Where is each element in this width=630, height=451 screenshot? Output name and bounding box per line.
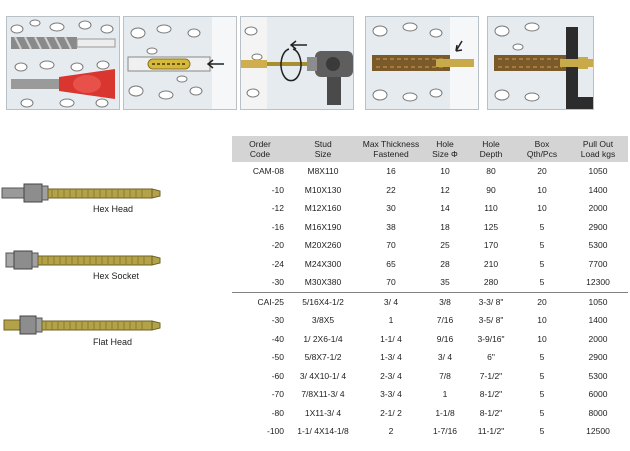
cell-max-thickness: 65 — [386, 258, 396, 269]
cell-order-code: -30 — [271, 277, 284, 288]
cell-order-code: -12 — [271, 203, 284, 214]
cell-order-code: -20 — [271, 240, 284, 251]
cell-stud-size: M10X130 — [304, 184, 342, 195]
header-order-code: Order Code — [232, 136, 288, 162]
hex-socket-label: Hex Socket — [93, 271, 140, 281]
cell-pull-out-load: 2900 — [588, 221, 608, 232]
cell-order-code: CAM-08 — [252, 166, 284, 177]
cell-stud-size: 1-1/ 4X14-1/8 — [297, 426, 349, 437]
cell-box-qty: 5 — [539, 426, 545, 437]
table-row — [232, 367, 628, 386]
cell-pull-out-load: 7700 — [588, 258, 608, 269]
table-row — [232, 292, 628, 311]
cell-hole-size: 7/8 — [439, 370, 451, 381]
header-max-thickness: Max Thickness Fastened — [358, 136, 424, 162]
cell-hole-size: 1 — [442, 389, 448, 400]
cell-hole-depth: 3-5/ 8" — [478, 315, 504, 326]
header-pull-out-load: Pull Out Load kgs — [568, 136, 628, 162]
cell-order-code: -10 — [271, 184, 284, 195]
cell-stud-size: 7/8X11-3/ 4 — [301, 389, 345, 400]
blow-pump-icon — [11, 69, 115, 99]
cell-order-code: -24 — [271, 258, 284, 269]
cell-max-thickness: 3-3/ 4 — [380, 389, 402, 400]
cell-order-code: -60 — [271, 370, 284, 381]
cell-hole-size: 12 — [440, 184, 450, 195]
cell-stud-size: 1/ 2X6-1/4 — [303, 333, 343, 344]
cell-pull-out-load: 1400 — [588, 315, 608, 326]
cell-order-code: CAI-25 — [232, 292, 288, 311]
cell-box-qty: 20 — [537, 166, 547, 177]
cell-hole-depth: 80 — [486, 166, 496, 177]
cell-max-thickness: 70 — [386, 277, 396, 288]
cell-pull-out-load: 2900 — [588, 352, 608, 363]
table-row — [232, 404, 628, 423]
cell-box-qty: 5 — [539, 277, 545, 288]
cell-order-code: -50 — [271, 352, 284, 363]
flat-head-product — [0, 306, 230, 376]
table-row — [232, 181, 628, 200]
hex-head-label: Hex Head — [93, 204, 134, 214]
cell-hole-depth: 3-3/ 8" — [466, 292, 516, 311]
cell-pull-out-load: 12300 — [586, 277, 610, 288]
cell-max-thickness: 1-1/ 4 — [380, 333, 402, 344]
cell-max-thickness: 70 — [386, 240, 396, 251]
power-drill-icon — [307, 51, 353, 105]
hex-head-product — [0, 174, 230, 244]
header-box-qty: Box Qth/Pcs — [516, 136, 568, 162]
cell-hole-size: 28 — [440, 258, 450, 269]
table-header-row — [232, 136, 628, 162]
cell-hole-depth: 7-1/2" — [479, 370, 503, 381]
table-row — [232, 255, 628, 274]
cell-hole-size: 7/16 — [436, 315, 454, 326]
cell-max-thickness: 38 — [386, 221, 396, 232]
cell-pull-out-load: 5300 — [588, 370, 608, 381]
cell-stud-size: M16X190 — [304, 221, 342, 232]
cell-box-qty: 5 — [539, 407, 545, 418]
cell-box-qty: 10 — [537, 184, 547, 195]
table-row — [232, 162, 628, 181]
flat-head-label: Flat Head — [93, 337, 133, 347]
cell-stud-size: 5/8X7-1/2 — [304, 352, 342, 363]
table-row — [232, 385, 628, 404]
cell-hole-depth: 210 — [483, 258, 499, 269]
table-row — [232, 330, 628, 349]
cell-stud-size: 1X11-3/ 4 — [304, 407, 342, 418]
cell-pull-out-load: 8000 — [588, 407, 608, 418]
step-3-panel — [240, 16, 354, 110]
cell-box-qty: 20 — [516, 292, 568, 311]
cell-stud-size: 3/8X5 — [311, 315, 335, 326]
cell-stud-size: M20X260 — [304, 240, 342, 251]
cell-max-thickness: 16 — [386, 166, 396, 177]
cell-box-qty: 5 — [539, 240, 545, 251]
cell-max-thickness: 2-1/ 2 — [380, 407, 402, 418]
cell-box-qty: 5 — [539, 352, 545, 363]
cell-box-qty: 5 — [539, 389, 545, 400]
cell-order-code: -40 — [271, 333, 284, 344]
cell-max-thickness: 30 — [386, 203, 396, 214]
step-4-panel — [365, 16, 479, 110]
cell-box-qty: 10 — [537, 203, 547, 214]
cell-hole-size: 3/8 — [424, 292, 466, 311]
cell-order-code: -100 — [266, 426, 284, 437]
step-2-panel — [123, 16, 237, 110]
cell-hole-size: 1-1/8 — [435, 407, 455, 418]
cell-order-code: -16 — [271, 221, 284, 232]
cell-hole-depth: 6" — [487, 352, 495, 363]
cell-hole-size: 14 — [440, 203, 450, 214]
cell-hole-depth: 110 — [484, 203, 498, 214]
cell-pull-out-load: 6000 — [588, 389, 608, 400]
header-hole-size: Hole Size Φ — [424, 136, 466, 162]
cell-pull-out-load: 5300 — [588, 240, 608, 251]
table-row — [232, 311, 628, 330]
cell-box-qty: 5 — [539, 221, 545, 232]
cell-hole-depth: 8-1/2" — [479, 389, 503, 400]
capsule-icon — [148, 59, 190, 69]
cell-hole-size: 18 — [440, 221, 450, 232]
cell-order-code: -30 — [271, 315, 284, 326]
cell-box-qty: 10 — [537, 333, 547, 344]
cell-hole-size: 3/ 4 — [437, 352, 453, 363]
cell-pull-out-load: 1400 — [588, 184, 608, 195]
cell-pull-out-load: 1050 — [588, 166, 608, 177]
cell-hole-depth: 90 — [486, 184, 496, 195]
cell-stud-size: M24X300 — [304, 258, 342, 269]
cell-stud-size: M8X110 — [307, 166, 339, 177]
cell-box-qty: 10 — [537, 315, 547, 326]
cell-box-qty: 5 — [539, 370, 545, 381]
cell-max-thickness: 1 — [388, 315, 394, 326]
cell-pull-out-load: 2000 — [588, 333, 608, 344]
drill-bit-icon — [11, 37, 115, 49]
cell-order-code: -70 — [271, 389, 284, 400]
cell-hole-depth: 280 — [483, 277, 499, 288]
cell-hole-depth: 11-1/2" — [477, 426, 505, 437]
table-row — [232, 273, 628, 292]
hex-socket-product — [0, 241, 230, 311]
table-row — [232, 199, 628, 218]
installation-steps-strip — [6, 6, 592, 108]
cell-hole-size: 25 — [440, 240, 450, 251]
cell-hole-size: 35 — [440, 277, 450, 288]
table-row — [232, 422, 628, 441]
cell-pull-out-load: 1050 — [568, 292, 628, 311]
cell-hole-size: 9/16 — [436, 333, 454, 344]
cell-hole-size: 10 — [440, 166, 450, 177]
spec-table — [232, 136, 628, 441]
header-hole-depth: Hole Depth — [466, 136, 516, 162]
cell-stud-size: M12X160 — [304, 203, 342, 214]
step-1-panel — [6, 16, 120, 110]
cell-hole-depth: 125 — [483, 221, 499, 232]
cell-hole-depth: 170 — [483, 240, 499, 251]
step-5-panel — [487, 16, 594, 110]
table-row — [232, 236, 628, 255]
cell-max-thickness: 3/ 4 — [358, 292, 424, 311]
cell-max-thickness: 22 — [386, 184, 396, 195]
cell-stud-size: 5/16X4-1/2 — [288, 292, 358, 311]
cell-max-thickness: 2-3/ 4 — [380, 370, 402, 381]
header-stud-size: Stud Size — [288, 136, 358, 162]
cell-order-code: -80 — [271, 407, 284, 418]
table-body — [232, 162, 628, 441]
cell-max-thickness: 1-3/ 4 — [380, 352, 402, 363]
table-row — [232, 348, 628, 367]
cell-hole-depth: 3-9/16" — [477, 333, 505, 344]
cell-hole-depth: 8-1/2" — [479, 407, 503, 418]
cell-pull-out-load: 2000 — [588, 203, 608, 214]
cell-stud-size: M30X380 — [304, 277, 342, 288]
cell-stud-size: 3/ 4X10-1/ 4 — [299, 370, 347, 381]
cell-hole-size: 1-7/16 — [432, 426, 458, 437]
table-row — [232, 218, 628, 237]
cell-max-thickness: 2 — [388, 426, 394, 437]
cell-pull-out-load: 12500 — [586, 426, 610, 437]
cell-box-qty: 5 — [539, 258, 545, 269]
